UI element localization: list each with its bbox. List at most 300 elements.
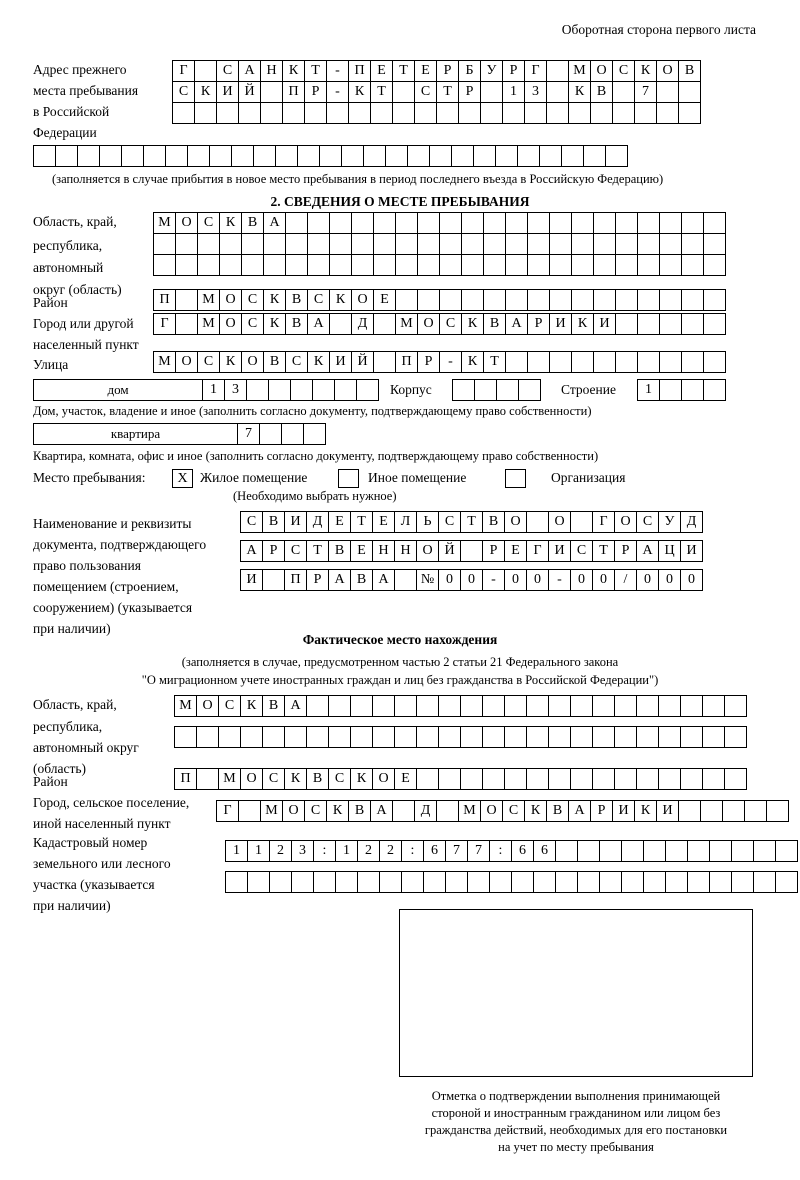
char-box[interactable]: [417, 233, 440, 255]
char-box[interactable]: [285, 254, 308, 276]
char-box[interactable]: [659, 351, 682, 373]
char-box[interactable]: [209, 145, 232, 167]
char-box[interactable]: :: [401, 840, 424, 862]
char-box[interactable]: 3: [224, 379, 247, 401]
char-box[interactable]: К: [263, 313, 286, 335]
char-box[interactable]: И: [593, 313, 616, 335]
cadastral-row-1[interactable]: [225, 840, 797, 862]
char-box[interactable]: [218, 726, 241, 748]
char-box[interactable]: Д: [680, 511, 703, 533]
char-box[interactable]: :: [489, 840, 512, 862]
char-box[interactable]: К: [571, 313, 594, 335]
char-box[interactable]: -: [482, 569, 505, 591]
char-box[interactable]: [615, 289, 638, 311]
char-box[interactable]: [247, 871, 270, 893]
char-box[interactable]: [549, 254, 572, 276]
char-box[interactable]: -: [326, 60, 349, 82]
char-box[interactable]: [241, 254, 264, 276]
char-box[interactable]: С: [241, 289, 264, 311]
char-box[interactable]: 2: [379, 840, 402, 862]
char-box[interactable]: [775, 871, 798, 893]
place-type-option1-checkbox[interactable]: Х: [172, 469, 193, 488]
char-box[interactable]: В: [262, 695, 285, 717]
district-row[interactable]: [153, 289, 725, 311]
char-box[interactable]: [615, 212, 638, 234]
char-box[interactable]: [775, 840, 798, 862]
char-box[interactable]: [474, 379, 497, 401]
char-box[interactable]: Р: [614, 540, 637, 562]
char-box[interactable]: [753, 840, 776, 862]
char-box[interactable]: [461, 289, 484, 311]
char-box[interactable]: [665, 840, 688, 862]
char-box[interactable]: И: [680, 540, 703, 562]
char-box[interactable]: 6: [511, 840, 534, 862]
char-box[interactable]: М: [153, 212, 176, 234]
region-row-2[interactable]: [153, 233, 725, 255]
char-box[interactable]: Р: [306, 569, 329, 591]
char-box[interactable]: [555, 840, 578, 862]
char-box[interactable]: [373, 233, 396, 255]
char-box[interactable]: [637, 313, 660, 335]
char-box[interactable]: [439, 212, 462, 234]
char-box[interactable]: [637, 233, 660, 255]
char-box[interactable]: [438, 695, 461, 717]
char-box[interactable]: О: [372, 768, 395, 790]
char-box[interactable]: [260, 81, 283, 103]
char-box[interactable]: [99, 145, 122, 167]
char-box[interactable]: Т: [304, 60, 327, 82]
char-box[interactable]: В: [483, 313, 506, 335]
char-box[interactable]: [621, 871, 644, 893]
char-box[interactable]: [329, 313, 352, 335]
char-box[interactable]: [724, 726, 747, 748]
char-box[interactable]: Р: [482, 540, 505, 562]
char-box[interactable]: [702, 695, 725, 717]
char-box[interactable]: Р: [590, 800, 613, 822]
char-box[interactable]: [281, 423, 304, 445]
char-box[interactable]: [329, 233, 352, 255]
char-box[interactable]: С: [328, 768, 351, 790]
char-box[interactable]: [659, 379, 682, 401]
char-box[interactable]: [709, 840, 732, 862]
char-box[interactable]: О: [480, 800, 503, 822]
char-box[interactable]: [658, 726, 681, 748]
char-box[interactable]: Р: [304, 81, 327, 103]
char-box[interactable]: 1: [225, 840, 248, 862]
char-box[interactable]: [592, 768, 615, 790]
char-box[interactable]: О: [351, 289, 374, 311]
char-box[interactable]: [527, 351, 550, 373]
char-box[interactable]: [350, 726, 373, 748]
char-box[interactable]: К: [284, 768, 307, 790]
char-box[interactable]: 0: [570, 569, 593, 591]
char-box[interactable]: [328, 695, 351, 717]
char-box[interactable]: 2: [357, 840, 380, 862]
char-box[interactable]: О: [417, 313, 440, 335]
char-box[interactable]: [680, 695, 703, 717]
char-box[interactable]: В: [285, 313, 308, 335]
char-box[interactable]: М: [260, 800, 283, 822]
char-box[interactable]: [416, 768, 439, 790]
char-box[interactable]: Е: [373, 289, 396, 311]
char-box[interactable]: [394, 695, 417, 717]
char-box[interactable]: И: [656, 800, 679, 822]
char-box[interactable]: К: [461, 313, 484, 335]
char-box[interactable]: В: [241, 212, 264, 234]
char-box[interactable]: [687, 840, 710, 862]
char-box[interactable]: 7: [634, 81, 657, 103]
char-box[interactable]: М: [458, 800, 481, 822]
char-box[interactable]: [175, 313, 198, 335]
char-box[interactable]: К: [240, 695, 263, 717]
char-box[interactable]: С: [502, 800, 525, 822]
char-box[interactable]: [549, 351, 572, 373]
char-box[interactable]: [165, 145, 188, 167]
char-box[interactable]: Е: [350, 540, 373, 562]
char-box[interactable]: С: [612, 60, 635, 82]
char-box[interactable]: [483, 233, 506, 255]
char-box[interactable]: К: [461, 351, 484, 373]
char-box[interactable]: О: [656, 60, 679, 82]
char-box[interactable]: [548, 768, 571, 790]
char-box[interactable]: [461, 254, 484, 276]
char-box[interactable]: :: [313, 840, 336, 862]
char-box[interactable]: [621, 840, 644, 862]
char-box[interactable]: [329, 212, 352, 234]
char-box[interactable]: [612, 102, 635, 124]
char-box[interactable]: [659, 313, 682, 335]
char-box[interactable]: Г: [526, 540, 549, 562]
char-box[interactable]: Р: [262, 540, 285, 562]
char-box[interactable]: О: [614, 511, 637, 533]
char-box[interactable]: С: [197, 351, 220, 373]
char-box[interactable]: [527, 212, 550, 234]
stamp-box[interactable]: [399, 909, 753, 1077]
char-box[interactable]: [438, 726, 461, 748]
korpus-row[interactable]: [452, 379, 540, 401]
char-box[interactable]: [570, 768, 593, 790]
char-box[interactable]: [363, 145, 386, 167]
char-box[interactable]: [304, 102, 327, 124]
char-box[interactable]: [473, 145, 496, 167]
char-box[interactable]: 0: [460, 569, 483, 591]
char-box[interactable]: [634, 102, 657, 124]
char-box[interactable]: К: [194, 81, 217, 103]
char-box[interactable]: С: [307, 289, 330, 311]
char-box[interactable]: [350, 695, 373, 717]
char-box[interactable]: С: [284, 540, 307, 562]
char-box[interactable]: [555, 871, 578, 893]
char-box[interactable]: [439, 289, 462, 311]
char-box[interactable]: -: [439, 351, 462, 373]
char-box[interactable]: [678, 102, 701, 124]
char-box[interactable]: [546, 60, 569, 82]
char-box[interactable]: [196, 768, 219, 790]
char-box[interactable]: [351, 233, 374, 255]
char-box[interactable]: М: [174, 695, 197, 717]
char-box[interactable]: [341, 145, 364, 167]
char-box[interactable]: В: [678, 60, 701, 82]
char-box[interactable]: Д: [306, 511, 329, 533]
char-box[interactable]: [527, 289, 550, 311]
char-box[interactable]: 0: [526, 569, 549, 591]
char-box[interactable]: 0: [680, 569, 703, 591]
char-box[interactable]: А: [328, 569, 351, 591]
char-box[interactable]: 1: [247, 840, 270, 862]
char-box[interactable]: С: [285, 351, 308, 373]
char-box[interactable]: Д: [351, 313, 374, 335]
char-box[interactable]: [417, 289, 440, 311]
char-box[interactable]: В: [328, 540, 351, 562]
char-box[interactable]: [439, 233, 462, 255]
char-box[interactable]: [593, 289, 616, 311]
char-box[interactable]: [680, 726, 703, 748]
char-box[interactable]: М: [218, 768, 241, 790]
char-box[interactable]: [615, 233, 638, 255]
char-box[interactable]: [703, 289, 726, 311]
char-box[interactable]: [438, 768, 461, 790]
char-box[interactable]: [452, 379, 475, 401]
char-box[interactable]: [348, 102, 371, 124]
char-box[interactable]: /: [614, 569, 637, 591]
char-box[interactable]: К: [329, 289, 352, 311]
char-box[interactable]: И: [284, 511, 307, 533]
char-box[interactable]: [417, 212, 440, 234]
char-box[interactable]: [593, 212, 616, 234]
char-box[interactable]: 0: [636, 569, 659, 591]
char-box[interactable]: 2: [269, 840, 292, 862]
char-box[interactable]: [753, 871, 776, 893]
char-box[interactable]: [385, 145, 408, 167]
char-box[interactable]: Т: [592, 540, 615, 562]
char-box[interactable]: К: [634, 800, 657, 822]
char-box[interactable]: [571, 289, 594, 311]
char-box[interactable]: [219, 254, 242, 276]
char-box[interactable]: [678, 800, 701, 822]
char-box[interactable]: [241, 233, 264, 255]
char-box[interactable]: [549, 289, 572, 311]
char-box[interactable]: [643, 840, 666, 862]
char-box[interactable]: [240, 726, 263, 748]
char-box[interactable]: [313, 871, 336, 893]
char-box[interactable]: [636, 768, 659, 790]
char-box[interactable]: О: [175, 212, 198, 234]
char-box[interactable]: [335, 871, 358, 893]
char-box[interactable]: П: [153, 289, 176, 311]
char-box[interactable]: 3: [291, 840, 314, 862]
char-box[interactable]: [504, 726, 527, 748]
char-box[interactable]: О: [416, 540, 439, 562]
char-box[interactable]: [637, 254, 660, 276]
char-box[interactable]: И: [548, 540, 571, 562]
char-box[interactable]: [570, 695, 593, 717]
char-box[interactable]: 1: [637, 379, 660, 401]
char-box[interactable]: Е: [394, 768, 417, 790]
char-box[interactable]: С: [197, 212, 220, 234]
char-box[interactable]: -: [326, 81, 349, 103]
char-box[interactable]: [172, 102, 195, 124]
char-box[interactable]: [700, 800, 723, 822]
char-box[interactable]: [143, 145, 166, 167]
char-box[interactable]: [458, 102, 481, 124]
char-box[interactable]: [599, 840, 622, 862]
char-box[interactable]: А: [636, 540, 659, 562]
char-box[interactable]: [636, 726, 659, 748]
char-box[interactable]: [766, 800, 789, 822]
char-box[interactable]: [291, 871, 314, 893]
char-box[interactable]: Е: [372, 511, 395, 533]
char-box[interactable]: [460, 768, 483, 790]
char-box[interactable]: [593, 254, 616, 276]
char-box[interactable]: [590, 102, 613, 124]
char-box[interactable]: П: [348, 60, 371, 82]
char-box[interactable]: [614, 726, 637, 748]
char-box[interactable]: [656, 102, 679, 124]
prev-address-row-3[interactable]: [172, 102, 700, 124]
char-box[interactable]: [303, 423, 326, 445]
char-box[interactable]: М: [153, 351, 176, 373]
char-box[interactable]: Г: [172, 60, 195, 82]
char-box[interactable]: [395, 289, 418, 311]
char-box[interactable]: Л: [394, 511, 417, 533]
char-box[interactable]: К: [568, 81, 591, 103]
char-box[interactable]: [570, 726, 593, 748]
char-box[interactable]: А: [263, 212, 286, 234]
char-box[interactable]: [194, 60, 217, 82]
char-box[interactable]: [394, 569, 417, 591]
char-box[interactable]: [659, 212, 682, 234]
char-box[interactable]: [401, 871, 424, 893]
char-box[interactable]: [703, 233, 726, 255]
char-box[interactable]: [504, 695, 527, 717]
char-box[interactable]: 1: [335, 840, 358, 862]
char-box[interactable]: [548, 695, 571, 717]
char-box[interactable]: [395, 212, 418, 234]
char-box[interactable]: [275, 145, 298, 167]
char-box[interactable]: [614, 695, 637, 717]
char-box[interactable]: [482, 695, 505, 717]
char-box[interactable]: [392, 800, 415, 822]
char-box[interactable]: [505, 351, 528, 373]
char-box[interactable]: [518, 379, 541, 401]
char-box[interactable]: Н: [394, 540, 417, 562]
char-box[interactable]: М: [197, 289, 220, 311]
char-box[interactable]: [461, 233, 484, 255]
street-row[interactable]: [153, 351, 725, 373]
char-box[interactable]: А: [370, 800, 393, 822]
char-box[interactable]: [659, 233, 682, 255]
char-box[interactable]: [483, 212, 506, 234]
char-box[interactable]: Е: [328, 511, 351, 533]
char-box[interactable]: [722, 800, 745, 822]
char-box[interactable]: [460, 726, 483, 748]
char-box[interactable]: В: [546, 800, 569, 822]
char-box[interactable]: Г: [216, 800, 239, 822]
char-box[interactable]: О: [175, 351, 198, 373]
char-box[interactable]: [593, 233, 616, 255]
char-box[interactable]: У: [658, 511, 681, 533]
char-box[interactable]: Р: [502, 60, 525, 82]
char-box[interactable]: [548, 726, 571, 748]
char-box[interactable]: Г: [524, 60, 547, 82]
char-box[interactable]: [524, 102, 547, 124]
char-box[interactable]: П: [284, 569, 307, 591]
char-box[interactable]: К: [263, 289, 286, 311]
char-box[interactable]: [467, 871, 490, 893]
char-box[interactable]: К: [282, 60, 305, 82]
char-box[interactable]: А: [568, 800, 591, 822]
char-box[interactable]: [482, 768, 505, 790]
char-box[interactable]: [407, 145, 430, 167]
char-box[interactable]: [238, 800, 261, 822]
char-box[interactable]: М: [568, 60, 591, 82]
char-box[interactable]: [263, 254, 286, 276]
char-box[interactable]: У: [480, 60, 503, 82]
char-box[interactable]: [285, 212, 308, 234]
char-box[interactable]: [489, 871, 512, 893]
char-box[interactable]: С: [636, 511, 659, 533]
char-box[interactable]: [526, 695, 549, 717]
char-box[interactable]: [194, 102, 217, 124]
char-box[interactable]: [196, 726, 219, 748]
char-box[interactable]: В: [348, 800, 371, 822]
char-box[interactable]: [225, 871, 248, 893]
char-box[interactable]: [379, 871, 402, 893]
char-box[interactable]: Ц: [658, 540, 681, 562]
char-box[interactable]: [319, 145, 342, 167]
char-box[interactable]: Т: [460, 511, 483, 533]
char-box[interactable]: [263, 233, 286, 255]
char-box[interactable]: Й: [238, 81, 261, 103]
char-box[interactable]: Р: [436, 60, 459, 82]
char-box[interactable]: [187, 145, 210, 167]
char-box[interactable]: 0: [592, 569, 615, 591]
char-box[interactable]: В: [263, 351, 286, 373]
char-box[interactable]: [615, 254, 638, 276]
char-box[interactable]: [394, 726, 417, 748]
char-box[interactable]: [614, 768, 637, 790]
house-number-row[interactable]: [202, 379, 378, 401]
char-box[interactable]: [246, 379, 269, 401]
char-box[interactable]: К: [524, 800, 547, 822]
char-box[interactable]: О: [548, 511, 571, 533]
char-box[interactable]: [681, 289, 704, 311]
char-box[interactable]: [637, 289, 660, 311]
char-box[interactable]: [659, 254, 682, 276]
char-box[interactable]: [175, 289, 198, 311]
char-box[interactable]: А: [307, 313, 330, 335]
char-box[interactable]: [269, 871, 292, 893]
char-box[interactable]: Ь: [416, 511, 439, 533]
char-box[interactable]: [461, 212, 484, 234]
char-box[interactable]: [637, 351, 660, 373]
char-box[interactable]: [416, 726, 439, 748]
place-type-option3-checkbox[interactable]: [505, 469, 526, 488]
char-box[interactable]: [731, 871, 754, 893]
char-box[interactable]: А: [284, 695, 307, 717]
char-box[interactable]: Й: [438, 540, 461, 562]
char-box[interactable]: [502, 102, 525, 124]
char-box[interactable]: [175, 254, 198, 276]
char-box[interactable]: [483, 289, 506, 311]
char-box[interactable]: [307, 254, 330, 276]
char-box[interactable]: [282, 102, 305, 124]
char-box[interactable]: [615, 351, 638, 373]
char-box[interactable]: [658, 695, 681, 717]
char-box[interactable]: [351, 254, 374, 276]
char-box[interactable]: М: [197, 313, 220, 335]
char-box[interactable]: [681, 212, 704, 234]
